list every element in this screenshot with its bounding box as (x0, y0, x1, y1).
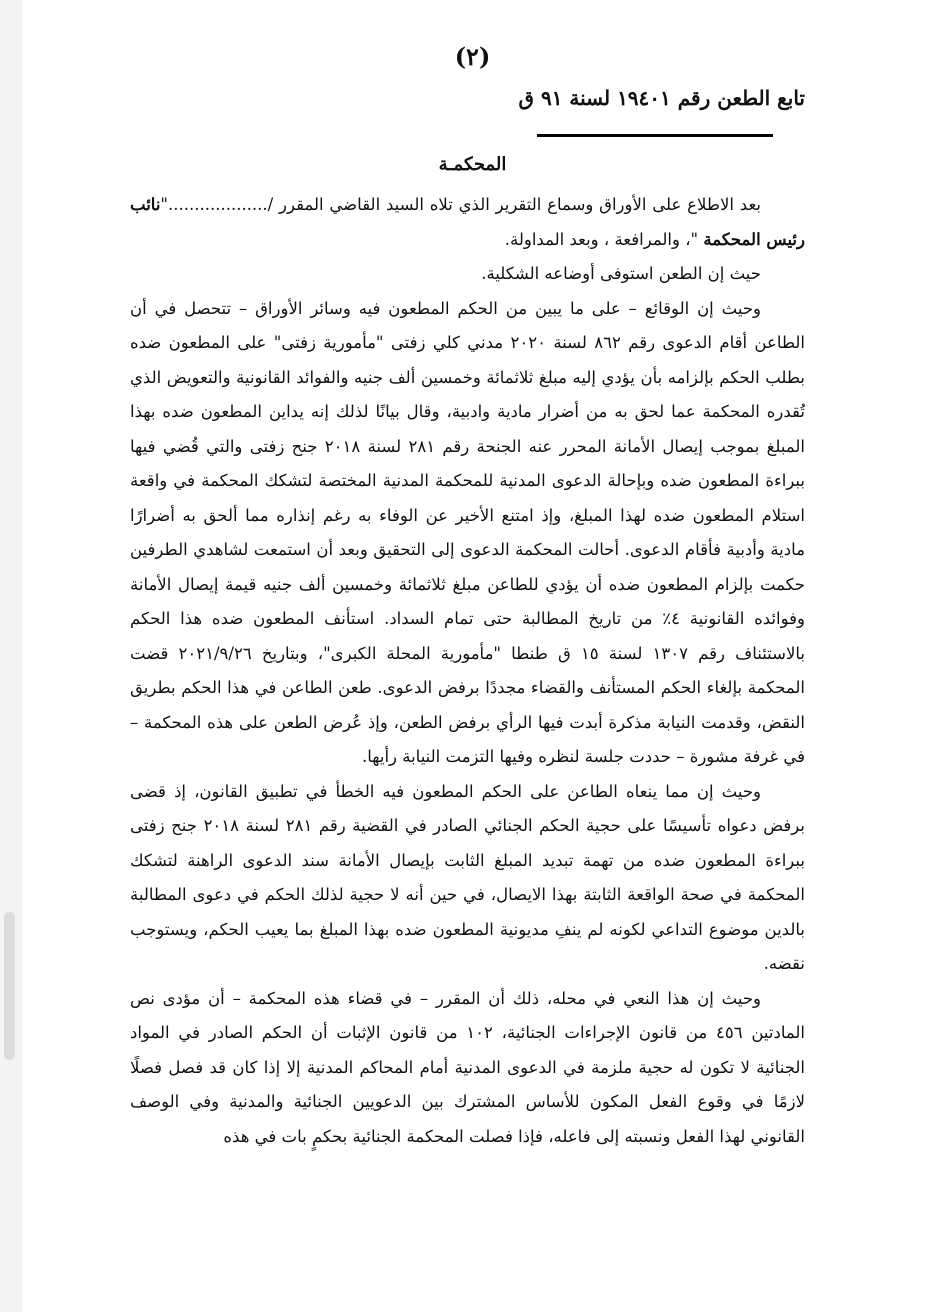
scrollbar-track[interactable] (0, 0, 22, 1312)
case-reference: تابع الطعن رقم ١٩٤٠١ لسنة ٩١ ق (518, 86, 805, 110)
reporting-judge-title: نائب رئيس المحكمة (130, 195, 805, 249)
opening-text-start: بعد الاطلاع على الأوراق وسماع التقرير الذي تلاه السيد القاضي المقرر /..................." (160, 195, 761, 214)
document-body (130, 188, 805, 1154)
court-heading: المحكمـة (438, 154, 507, 175)
paragraph-facts: وحيث إن الوقائع – على ما يبين من الحكم المطعون فيه وسائر الأوراق – تتحصل في أن الطاعن أقام الدعوى رقم ٨٦٢ لسنة ٢٠٢٠ مدني كلي زفتى "مأمورية زفتى" على المطعون ضده بطلب الحكم بإلزامه بأن يؤدي إليه مبلغ ثلاثمائة وخمسين ألف جنيه والفوائد القانونية والتعويض الذي تُقدره المحكمة عما لحق به من أضرار مادية وادبية، وقال بيانًا لذلك إنه يداين المطعون ضده بهذا المبلغ بموجب إيصال الأمانة المحرر عنه الجنحة رقم ٢٨١ لسنة ٢٠١٨ جنح زفتى والتي قُضي فيها ببراءة المطعون ضده وبإحالة الدعوى المدنية للمحكمة المدنية المختصة لتشكك المحكمة في واقعة استلام المطعون ضده لهذا المبلغ، وإذ امتنع الأخير عن الوفاء به رغم إنذاره مما ألحق به أضرارًا مادية وأدبية فأقام الدعوى. أحالت المحكمة الدعوى إلى التحقيق وبعد أن استمعت لشاهدي الطرفين حكمت بإلزام المطعون ضده أن يؤدي للطاعن مبلغ ثلاثمائة وخمسين ألف جنيه قيمة إيصال الأمانة وفوائده القانونية ٤٪ من تاريخ المطالبة حتى تمام السداد. استأنف المطعون ضده هذا الحكم بالاستئناف رقم ١٣٠٧ لسنة ١٥ ق طنطا "مأمورية المحلة الكبرى"، وبتاريخ ٢٠٢١/٩/٢٦ قضت المحكمة بإلغاء الحكم المستأنف والقضاء مجددًا برفض الدعوى. طعن الطاعن في هذا الحكم بطريق النقض، وقدمت النيابة مذكرة أبدت فيها الرأي برفض الطعن، وإذ عُرض الطعن على هذه المحكمة – في غرفة مشورة – حددت جلسة لنظره وفيها التزمت النيابة رأيها. (130, 298, 806, 766)
header-divider (537, 134, 773, 137)
page-number: (٢) (454, 42, 491, 71)
paragraph-formal-acceptance: حيث إن الطعن استوفى أوضاعه الشكلية. (481, 264, 761, 283)
paragraph-court-reasoning: وحيث إن هذا النعي في محله، ذلك أن المقرر – في قضاء هذه المحكمة – أن مؤدى نص المادتين ٤٥٦ من قانون الإجراءات الجنائية، ١٠٢ من قانون الإثبات أن الحكم الصادر في المواد الجنائية لا تكون له حجية ملزمة في الدعوى المدنية أمام المحاكم المدنية إلا إذا كان قد فصل فصلًا لازمًا في وقوع الفعل المكون للأساس المشترك بين الدعويين الجنائية والمدنية وفي الوصف القانوني لهذا الفعل ونسبته إلى فاعله، فإذا فصلت المحكمة الجنائية بحكمٍ بات في هذه (130, 988, 806, 1146)
scrollbar-thumb[interactable] (4, 912, 15, 1060)
opening-text-end: "، والمرافعة ، وبعد المداولة. (504, 229, 704, 249)
paragraph-opening (130, 188, 805, 257)
paragraph-appeal-grounds: وحيث إن مما ينعاه الطاعن على الحكم المطعون فيه الخطأ في تطبيق القانون، إذ قضى برفض دعواه تأسيسًا على حجية الحكم الجنائي الصادر في القضية رقم ٢٨١ لسنة ٢٠١٨ جنح زفتى ببراءة المطعون ضده من تهمة تبديد المبلغ الثابت بإيصال الأمانة سند الدعوى الراهنة لتشكك المحكمة في صحة الواقعة الثابتة بهذا الايصال، في حين أنه لا حجية لذلك الحكم في دعوى المطالبة بالدين موضوع التداعي لكونه لم ينفِ مديونية المطعون ضده بهذا المبلغ بما يعيب الحكم، ويستوجب نقضه. (130, 781, 806, 973)
